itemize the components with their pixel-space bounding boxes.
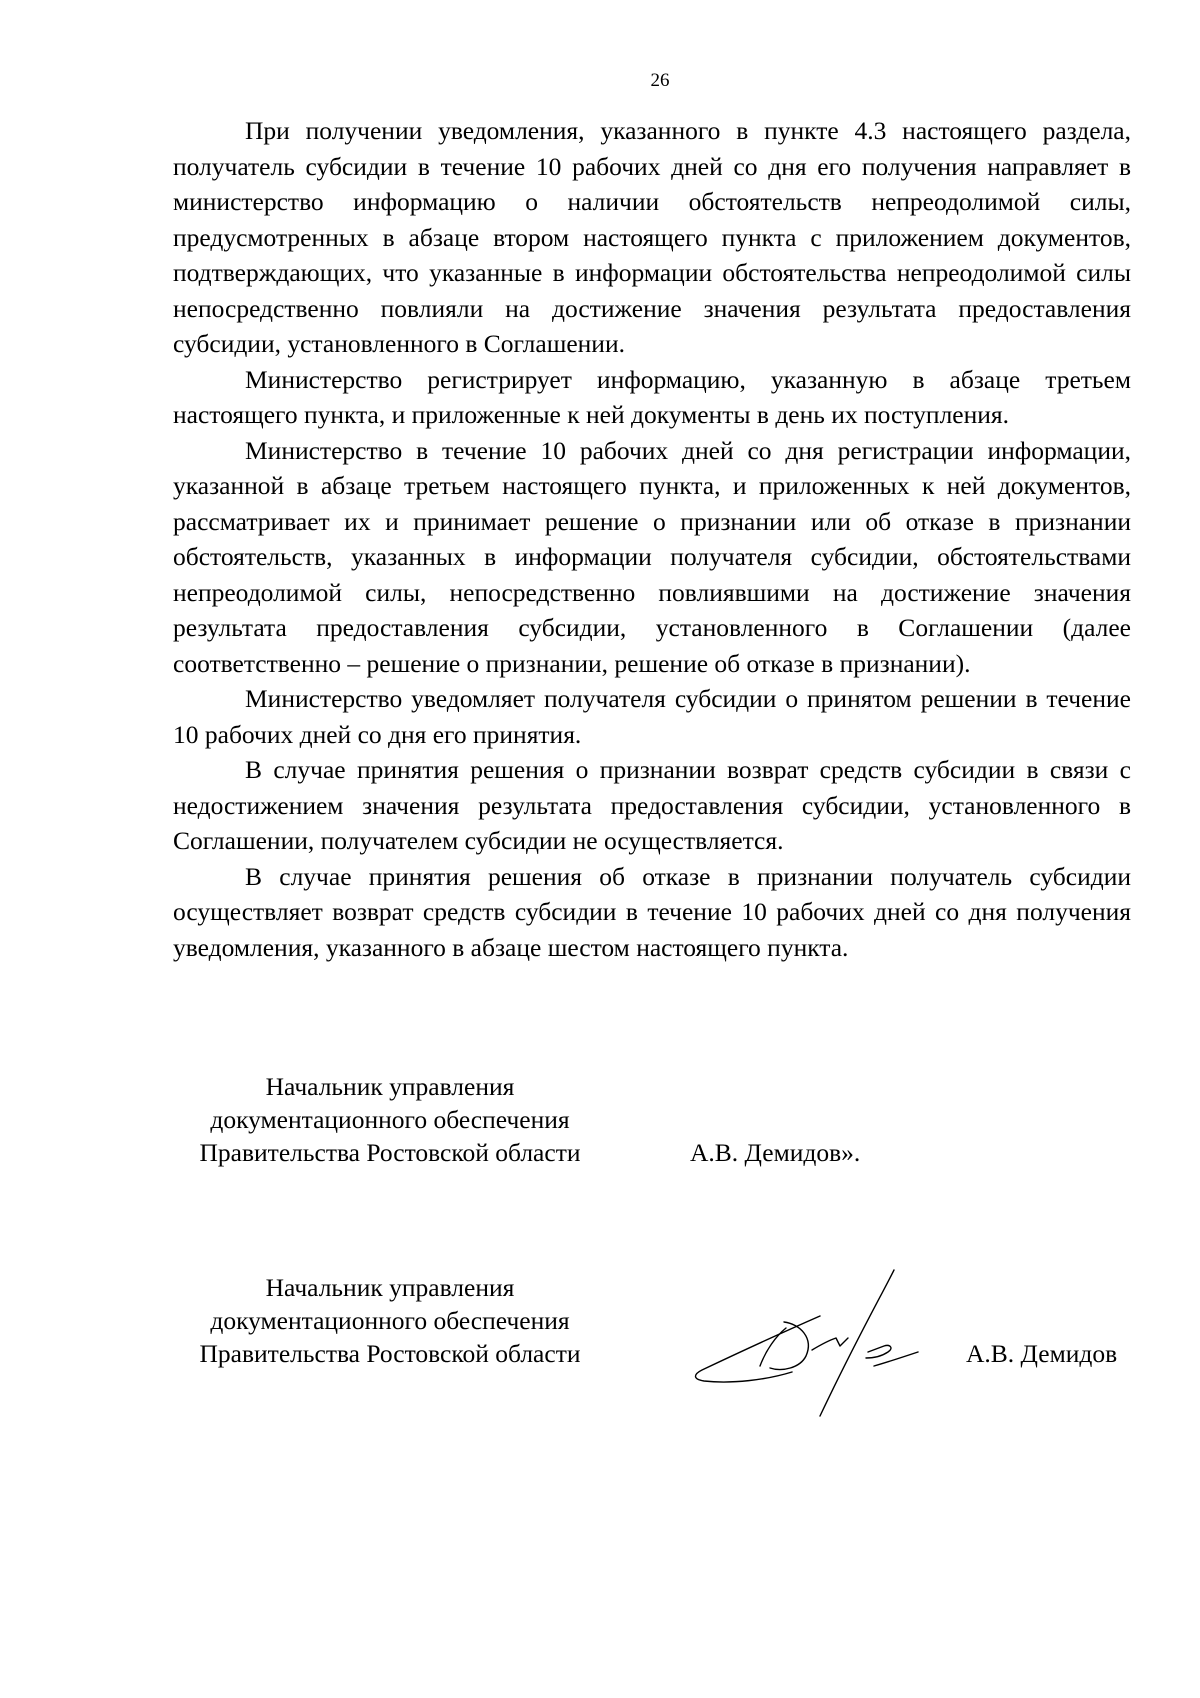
paragraph-2: Министерство регистрирует информацию, указанную в абзаце третьем настоящего пункта, и приложенные к ней документы в день их поступления. <box>173 364 1131 429</box>
signatory-name: А.В. Демидов». <box>690 1138 861 1167</box>
signatory-title-line-2: документационного обеспечения <box>210 1306 570 1335</box>
paragraph-1: При получении уведомления, указанного в пункте 4.3 настоящего раздела, получатель субсидии в течение 10 рабочих дней со дня его получения направляет в министерство информацию о наличии обстоятельств непреодолимой силы, предусмотренных в абзаце втором настоящего пункта с приложением документов, подтверждающих, что указанные в информации обстоятельства непреодолимой силы непосредственно повлияли на достижение значения результата предоставления субсидии, установленного в Соглашении. <box>173 116 1131 358</box>
paragraph-5: В случае принятия решения о признании возврат средств субсидии в связи с недостижением значения результата предоставления субсидии, установленного в Соглашении, получателем субсидии не осуществляется. <box>173 755 1131 855</box>
signatory-name: А.В. Демидов <box>966 1339 1118 1368</box>
paragraph-6: В случае принятия решения об отказе в признании получатель субсидии осуществляет возврат средств субсидии в течение 10 рабочих дней со дня получения уведомления, указанного в абзаце шестом настоящего пункта. <box>173 861 1131 962</box>
signature-block-2 <box>170 1271 1160 1381</box>
signatory-title-line-3: Правительства Ростовской области <box>199 1339 581 1368</box>
signatory-title-line-3: Правительства Ростовской области <box>199 1138 581 1167</box>
paragraph-4: Министерство уведомляет получателя субсидии о принятом решении в течение 10 рабочих дней со дня его принятия. <box>173 684 1131 749</box>
signatory-title-line-1: Начальник управления <box>265 1273 515 1302</box>
body-text <box>173 113 1131 965</box>
signature-block-1 <box>170 1070 1160 1180</box>
paragraph-3: Министерство в течение 10 рабочих дней со дня регистрации информации, указанной в абзаце третьем настоящего пункта, и приложенных к ней документов, рассматривает их и принимает решение о признании или об отказе в признании обстоятельств, указанных в информации получателя субсидии, обстоятельствами непреодолимой силы, непосредственно повлиявшими на достижение значения результата предоставления субсидии, установленного в Соглашении (далее соответственно – решение о признании, решение об отказе в признании). <box>173 435 1131 678</box>
page-number: 26 <box>650 70 670 91</box>
signatory-title-line-1: Начальник управления <box>265 1072 515 1101</box>
signatory-title-line-2: документационного обеспечения <box>210 1105 570 1134</box>
signatory-title <box>170 1271 610 1370</box>
signatory-title <box>170 1070 610 1169</box>
handwritten-signature-icon <box>670 1248 950 1418</box>
